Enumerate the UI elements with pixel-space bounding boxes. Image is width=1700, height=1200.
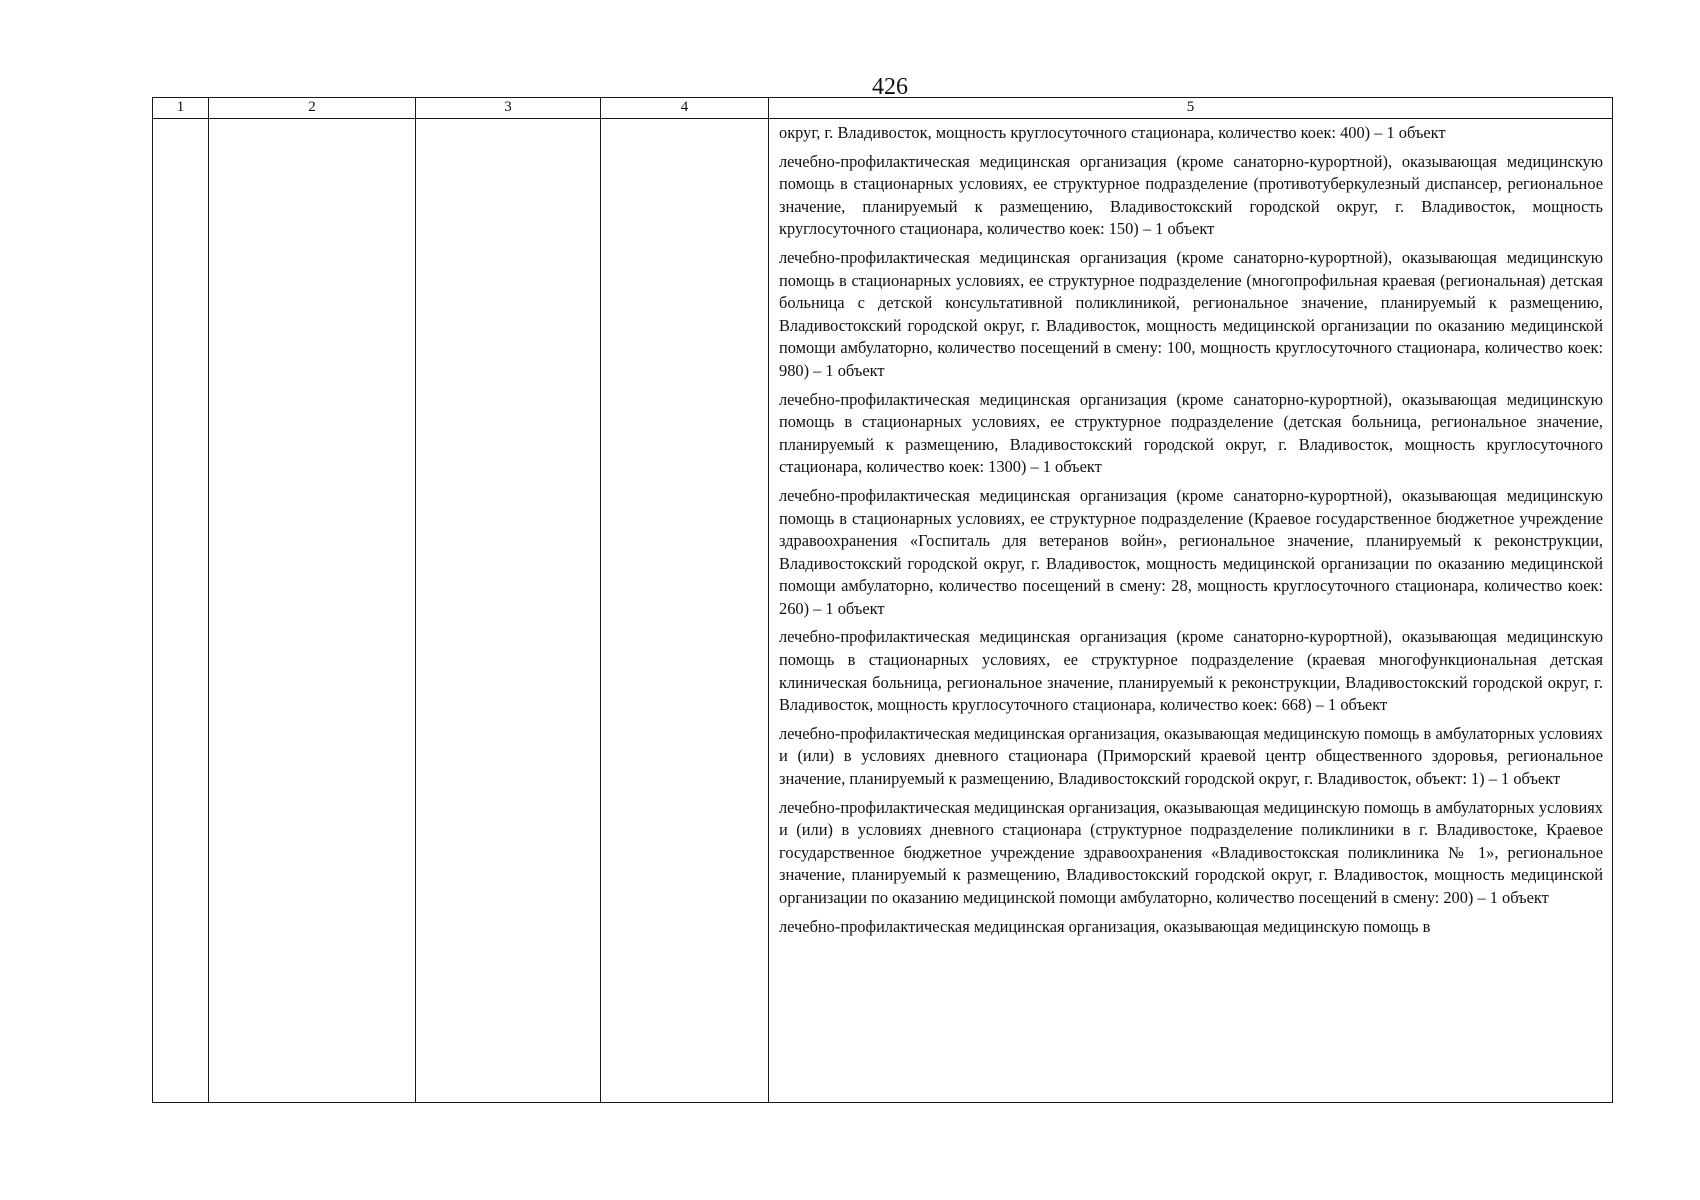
column-header-1: 1 xyxy=(153,98,209,119)
entry-paragraph: лечебно-профилактическая медицинская организация, оказывающая медицинскую помощь в амбулаторных условиях и (или) в условиях дневного стационара (Приморский краевой центр общественного здоровья, региональное значение, планируемый к размещению, Владивостокский городской округ, г. Владивосток, объект: 1) – 1 объект xyxy=(779,723,1603,789)
column-header-3: 3 xyxy=(416,98,601,119)
column-header-4: 4 xyxy=(601,98,769,119)
entry-paragraph: лечебно-профилактическая медицинская организация (кроме санаторно-курортной), оказывающая медицинскую помощь в стационарных условиях, ее структурное подразделение (противотуберкулезный диспансер, региональное значение, планируемый к размещению, Владивостокский городской округ, г. Владивосток, мощность круглосуточного стационара, количество коек: 150) – 1 объект xyxy=(779,151,1603,239)
entry-paragraph: лечебно-профилактическая медицинская организация, оказывающая медицинскую помощь в xyxy=(779,916,1431,936)
entry-paragraph: лечебно-профилактическая медицинская организация (кроме санаторно-курортной), оказывающая медицинскую помощь в стационарных условиях, ее структурное подразделение (Краевое государственное бюджетное учреждение здравоохранения «Госпиталь для ветеранов войн», региональное значение, планируемый к реконструкции, Владивостокский городской округ, г. Владивосток, мощность медицинской организации по оказанию медицинской помощи амбулаторно, количество посещений в смену: 28, мощность круглосуточного стационара, количество коек: 260) – 1 объект xyxy=(779,485,1603,618)
entry-paragraph: лечебно-профилактическая медицинская организация (кроме санаторно-курортной), оказывающая медицинскую помощь в стационарных условиях, ее структурное подразделение (детская больница, региональное значение, планируемый к размещению, Владивостокский городской округ, г. Владивосток, мощность круглосуточного стационара, количество коек: 1300) – 1 объект xyxy=(779,389,1603,477)
entry-paragraph: лечебно-профилактическая медицинская организация, оказывающая медицинскую помощь в амбулаторных условиях и (или) в условиях дневного стационара (структурное подразделение поликлиники в г. Владивостоке, Краевое государственное бюджетное учреждение здравоохранения «Владивостокская поликлиника № 1», региональное значение, планируемый к размещению, Владивостокский городской округ, г. Владивосток, мощность медицинской организации по оказанию медицинской помощи амбулаторно, количество посещений в смену: 200) – 1 объект xyxy=(779,797,1603,907)
page-number: 426 xyxy=(872,74,908,100)
document-table xyxy=(152,97,1613,1103)
column-header-2: 2 xyxy=(209,98,416,119)
cell-col5-entries xyxy=(769,119,1613,1103)
table-header-row xyxy=(153,98,1613,119)
entry-paragraph: лечебно-профилактическая медицинская организация (кроме санаторно-курортной), оказывающая медицинскую помощь в стационарных условиях, ее структурное подразделение (краевая многофункциональная детская клиническая больница, региональное значение, планируемый к реконструкции, Владивостокский городской округ, г. Владивосток, мощность круглосуточного стационара, количество коек: 668) – 1 объект xyxy=(779,627,1603,715)
entry-paragraph: округ, г. Владивосток, мощность круглосуточного стационара, количество коек: 400) – 1 объект xyxy=(779,123,1446,142)
cell-col4 xyxy=(601,119,769,1103)
column-header-5: 5 xyxy=(769,98,1613,119)
entry-paragraph: лечебно-профилактическая медицинская организация (кроме санаторно-курортной), оказывающая медицинскую помощь в стационарных условиях, ее структурное подразделение (многопрофильная краевая (региональная) детская больница с детской консультативной поликлиникой, региональное значение, планируемый к размещению, Владивостокский городской округ, г. Владивосток, мощность медицинской организации по оказанию медицинской помощи амбулаторно, количество посещений в смену: 100, мощность круглосуточного стационара, количество коек: 980) – 1 объект xyxy=(779,247,1603,380)
cell-col1 xyxy=(153,119,209,1103)
cell-col3 xyxy=(416,119,601,1103)
table-row xyxy=(153,119,1613,1103)
cell-col2 xyxy=(209,119,416,1103)
